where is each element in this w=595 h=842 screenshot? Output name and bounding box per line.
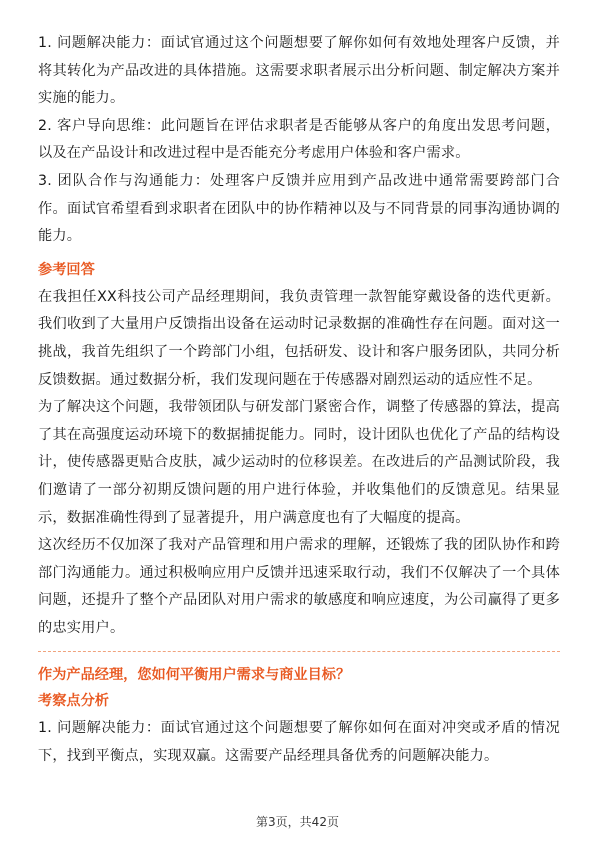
reference-answer-label: 参考回答 <box>38 261 95 278</box>
answer-paragraph: 这次经历不仅加深了我对产品管理和用户需求的理解，还锻炼了我的团队协作和跨部门沟通能力。通过积极响应用户反馈并迅速采取行动，我们不仅解决了一个具体问题，还提升了整个产品团队对用户需求的敏感度和响应速度，为公司赢得了更多的忠实用户。 <box>38 537 560 636</box>
analysis-points <box>38 30 560 251</box>
answer-paragraph: 为了解决这个问题，我带领团队与研发部门紧密合作，调整了传感器的算法，提高了其在高强度运动环境下的数据捕捉能力。同时，设计团队也优化了产品的结构设计，使传感器更贴合皮肤，减少运动时的位移误差。在改进后的产品测试阶段，我们邀请了一部分初期反馈问题的用户进行体验，并收集他们的反馈意见。结果显示，数据准确性得到了显著提升，用户满意度也有了大幅度的提高。 <box>38 399 560 526</box>
reference-answer-body <box>38 284 560 643</box>
question-analysis-points <box>38 715 560 770</box>
document-page <box>38 30 560 771</box>
analysis-point: 1. 问题解决能力：面试官通过这个问题想要了解你如何在面对冲突或矛盾的情况下，找到平衡点，实现双赢。这需要产品经理具备优秀的问题解决能力。 <box>38 720 560 765</box>
question-title: 作为产品经理，您如何平衡用户需求与商业目标？ <box>38 667 351 684</box>
section-divider <box>38 651 560 652</box>
analysis-point: 1. 问题解决能力：面试官通过这个问题想要了解你如何有效地处理客户反馈，并将其转化为产品改进的具体措施。这需要求职者展示出分析问题、制定解决方案并实施的能力。 <box>38 35 560 107</box>
analysis-label: 考察点分析 <box>38 693 109 710</box>
page-footer: 第3页，共42页 <box>256 815 339 829</box>
answer-paragraph: 在我担任XX科技公司产品经理期间，我负责管理一款智能穿戴设备的迭代更新。我们收到了大量用户反馈指出设备在运动时记录数据的准确性存在问题。面对这一挑战，我首先组织了一个跨部门小组，包括研发、设计和客户服务团队，共同分析反馈数据。通过数据分析，我们发现问题在于传感器对剧烈运动的适应性不足。 <box>38 288 560 388</box>
analysis-point: 2. 客户导向思维：此问题旨在评估求职者是否能够从客户的角度出发思考问题，以及在产品设计和改进过程中是否能充分考虑用户体验和客户需求。 <box>38 117 560 162</box>
analysis-point: 3. 团队合作与沟通能力：处理客户反馈并应用到产品改进中通常需要跨部门合作。面试官希望看到求职者在团队中的协作精神以及与不同背景的同事沟通协调的能力。 <box>38 172 560 245</box>
